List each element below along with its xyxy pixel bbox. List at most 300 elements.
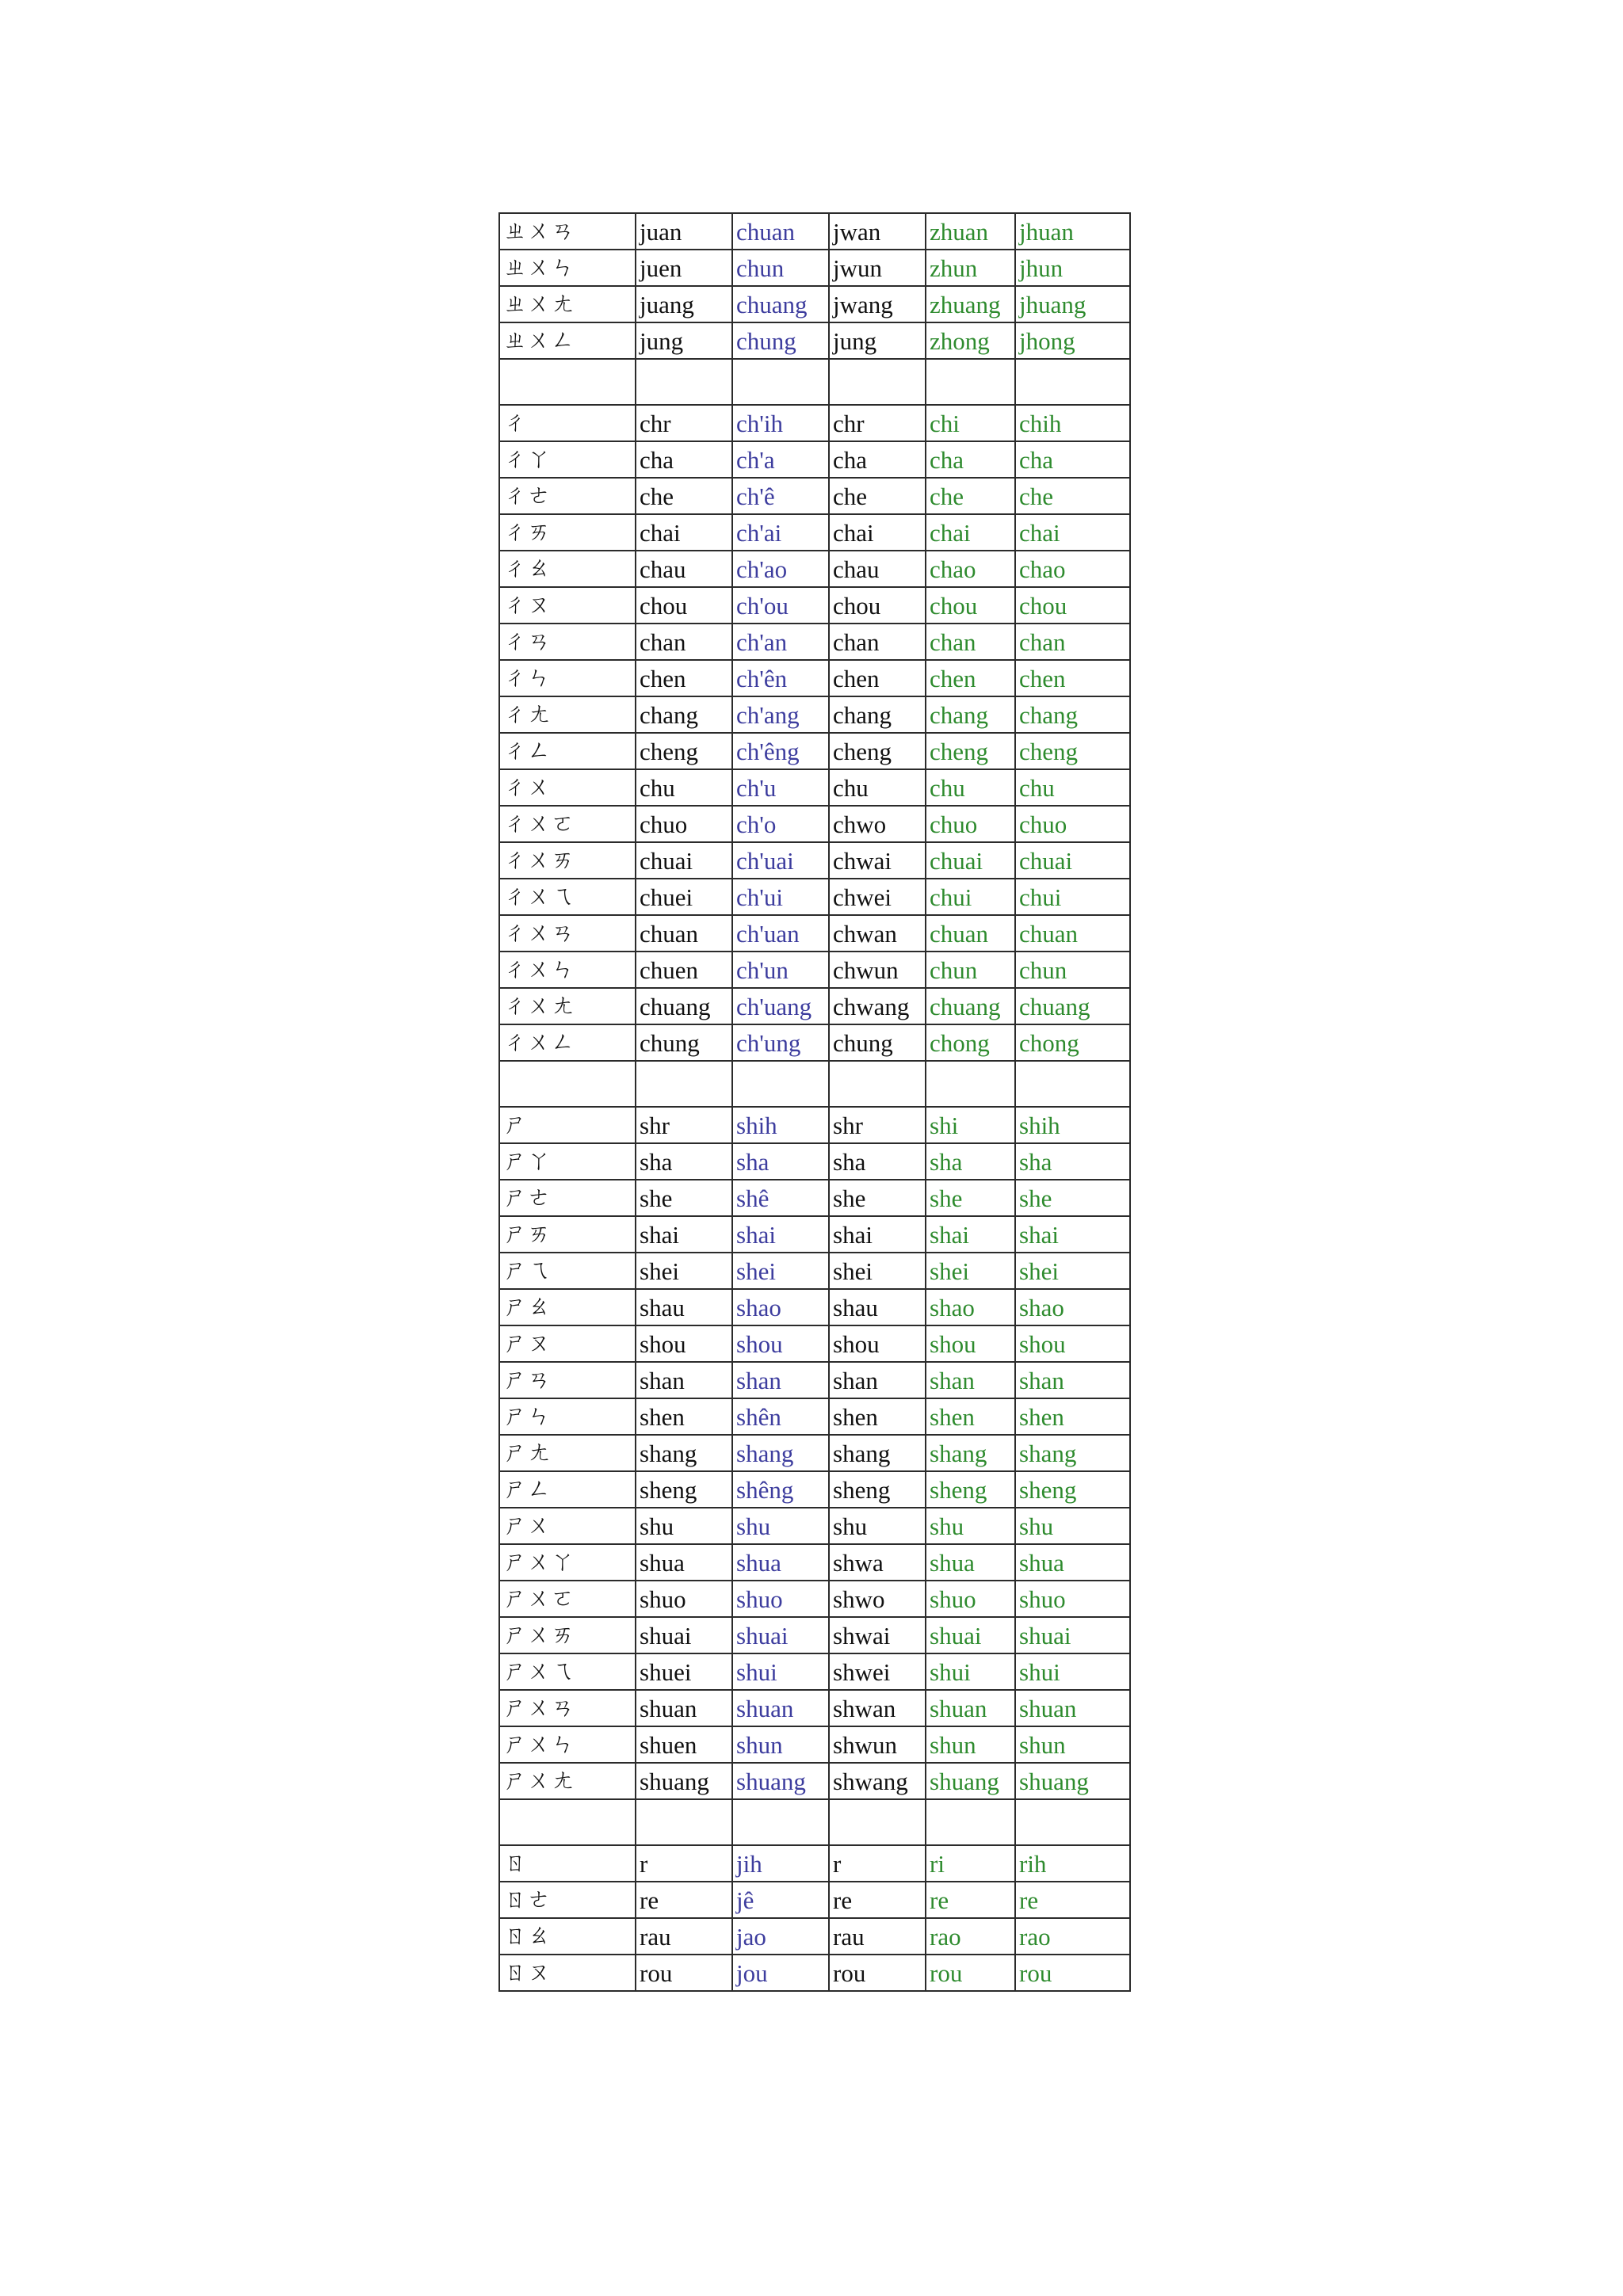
wade-giles-cell: shun	[732, 1726, 829, 1763]
tongyong-cell: shan	[1015, 1362, 1130, 1398]
pinyin-cell: re	[926, 1882, 1015, 1918]
empty-cell	[636, 1061, 732, 1107]
romanization-table	[498, 212, 1131, 1992]
romanization-cell: shr	[636, 1107, 732, 1143]
tongyong-cell: chu	[1015, 769, 1130, 806]
table-row	[499, 915, 1130, 952]
tongyong-cell: chuan	[1015, 915, 1130, 952]
pinyin-cell: she	[926, 1180, 1015, 1216]
pinyin-cell: zhuan	[926, 213, 1015, 250]
table-row	[499, 988, 1130, 1024]
tongyong-cell: chang	[1015, 696, 1130, 733]
romanization-cell: shwei	[829, 1653, 926, 1690]
bopomofo-cell: ㄕㄨㄢ	[499, 1690, 636, 1726]
table-row	[499, 1845, 1130, 1882]
tongyong-cell: shuo	[1015, 1581, 1130, 1617]
empty-cell	[1015, 359, 1130, 405]
romanization-cell: shan	[636, 1362, 732, 1398]
tongyong-cell: che	[1015, 478, 1130, 514]
table-row	[499, 1398, 1130, 1435]
empty-cell	[732, 1061, 829, 1107]
pinyin-cell: shao	[926, 1289, 1015, 1325]
table-row	[499, 1544, 1130, 1581]
empty-cell	[636, 359, 732, 405]
wade-giles-cell: ch'êng	[732, 733, 829, 769]
table-row	[499, 1253, 1130, 1289]
tongyong-cell: chui	[1015, 879, 1130, 915]
romanization-cell: chang	[636, 696, 732, 733]
romanization-cell: shou	[636, 1325, 732, 1362]
empty-cell	[829, 359, 926, 405]
romanization-cell: juen	[636, 250, 732, 286]
wade-giles-cell: shua	[732, 1544, 829, 1581]
romanization-cell: sheng	[829, 1471, 926, 1508]
romanization-cell: shua	[636, 1544, 732, 1581]
empty-cell	[829, 1799, 926, 1845]
table-row	[499, 879, 1130, 915]
tongyong-cell: shih	[1015, 1107, 1130, 1143]
romanization-cell: chwo	[829, 806, 926, 842]
table-row	[499, 551, 1130, 587]
tongyong-cell: rao	[1015, 1918, 1130, 1955]
bopomofo-cell: ㄔㄨㄟ	[499, 879, 636, 915]
romanization-cell: rau	[636, 1918, 732, 1955]
romanization-cell: shuen	[636, 1726, 732, 1763]
pinyin-cell: chi	[926, 405, 1015, 441]
table-row	[499, 1216, 1130, 1253]
bopomofo-cell: ㄔㄨㄥ	[499, 1024, 636, 1061]
wade-giles-cell: shuang	[732, 1763, 829, 1799]
wade-giles-cell: ch'uang	[732, 988, 829, 1024]
romanization-cell: shei	[829, 1253, 926, 1289]
tongyong-cell: shua	[1015, 1544, 1130, 1581]
tongyong-cell: jhong	[1015, 322, 1130, 359]
tongyong-cell: rih	[1015, 1845, 1130, 1882]
table-row	[499, 1726, 1130, 1763]
tongyong-cell: chih	[1015, 405, 1130, 441]
bopomofo-cell: ㄕㄨ	[499, 1508, 636, 1544]
bopomofo-cell: ㄕㄨㄚ	[499, 1544, 636, 1581]
pinyin-cell: chuan	[926, 915, 1015, 952]
pinyin-cell: chao	[926, 551, 1015, 587]
tongyong-cell: chao	[1015, 551, 1130, 587]
table-row	[499, 696, 1130, 733]
romanization-cell: shuang	[636, 1763, 732, 1799]
pinyin-cell: ri	[926, 1845, 1015, 1882]
bopomofo-cell: ㄔㄠ	[499, 551, 636, 587]
pinyin-cell: chu	[926, 769, 1015, 806]
bopomofo-cell: ㄕㄨㄤ	[499, 1763, 636, 1799]
table-row	[499, 1617, 1130, 1653]
romanization-cell: chai	[829, 514, 926, 551]
wade-giles-cell: ch'ao	[732, 551, 829, 587]
romanization-cell: chwun	[829, 952, 926, 988]
table-row	[499, 1107, 1130, 1143]
empty-cell	[1015, 1061, 1130, 1107]
pinyin-cell: chuo	[926, 806, 1015, 842]
romanization-cell: chai	[636, 514, 732, 551]
tongyong-cell: chuai	[1015, 842, 1130, 879]
bopomofo-cell: ㄕㄨㄣ	[499, 1726, 636, 1763]
romanization-cell: shuei	[636, 1653, 732, 1690]
pinyin-cell: rou	[926, 1955, 1015, 1991]
romanization-cell: chwan	[829, 915, 926, 952]
romanization-cell: shuan	[636, 1690, 732, 1726]
empty-cell	[926, 1061, 1015, 1107]
table-row	[499, 1882, 1130, 1918]
romanization-cell: chuen	[636, 952, 732, 988]
romanization-cell: shuo	[636, 1581, 732, 1617]
table-row	[499, 250, 1130, 286]
romanization-cell: sheng	[636, 1471, 732, 1508]
pinyin-cell: chen	[926, 660, 1015, 696]
pinyin-cell: cha	[926, 441, 1015, 478]
romanization-cell: jwang	[829, 286, 926, 322]
table-row	[499, 514, 1130, 551]
romanization-cell: che	[829, 478, 926, 514]
table-row	[499, 733, 1130, 769]
romanization-cell: cha	[829, 441, 926, 478]
pinyin-cell: chong	[926, 1024, 1015, 1061]
bopomofo-cell: ㄔㄨㄤ	[499, 988, 636, 1024]
romanization-cell: she	[829, 1180, 926, 1216]
romanization-cell: sha	[829, 1143, 926, 1180]
romanization-cell: shei	[636, 1253, 732, 1289]
tongyong-cell: chan	[1015, 624, 1130, 660]
romanization-cell: chuang	[636, 988, 732, 1024]
wade-giles-cell: shih	[732, 1107, 829, 1143]
romanization-cell: chuan	[636, 915, 732, 952]
wade-giles-cell: shu	[732, 1508, 829, 1544]
bopomofo-cell: ㄕㄣ	[499, 1398, 636, 1435]
table-row	[499, 1581, 1130, 1617]
pinyin-cell: shai	[926, 1216, 1015, 1253]
table-row	[499, 1763, 1130, 1799]
table-row	[499, 1508, 1130, 1544]
bopomofo-cell: ㄓㄨㄣ	[499, 250, 636, 286]
tongyong-cell: shun	[1015, 1726, 1130, 1763]
romanization-cell: chan	[636, 624, 732, 660]
table-row	[499, 624, 1130, 660]
tongyong-cell: cha	[1015, 441, 1130, 478]
empty-cell	[499, 359, 636, 405]
bopomofo-cell: ㄕㄨㄛ	[499, 1581, 636, 1617]
bopomofo-cell: ㄓㄨㄥ	[499, 322, 636, 359]
pinyin-cell: chan	[926, 624, 1015, 660]
wade-giles-cell: ch'ou	[732, 587, 829, 624]
tongyong-cell: shu	[1015, 1508, 1130, 1544]
wade-giles-cell: ch'ung	[732, 1024, 829, 1061]
tongyong-cell: shuan	[1015, 1690, 1130, 1726]
table-body	[499, 213, 1130, 1991]
table-row	[499, 1955, 1130, 1991]
bopomofo-cell: ㄕㄤ	[499, 1435, 636, 1471]
table-row	[499, 1653, 1130, 1690]
empty-cell	[499, 1799, 636, 1845]
bopomofo-cell: ㄔㄡ	[499, 587, 636, 624]
bopomofo-cell: ㄖ	[499, 1845, 636, 1882]
tongyong-cell: shou	[1015, 1325, 1130, 1362]
table-row	[499, 478, 1130, 514]
tongyong-cell: shei	[1015, 1253, 1130, 1289]
tongyong-cell: jhuan	[1015, 213, 1130, 250]
pinyin-cell: shan	[926, 1362, 1015, 1398]
wade-giles-cell: shêng	[732, 1471, 829, 1508]
table-row	[499, 1471, 1130, 1508]
romanization-cell: shau	[829, 1289, 926, 1325]
bopomofo-cell: ㄔㄢ	[499, 624, 636, 660]
bopomofo-cell: ㄔㄚ	[499, 441, 636, 478]
wade-giles-cell: shan	[732, 1362, 829, 1398]
table-row	[499, 1362, 1130, 1398]
empty-cell	[926, 359, 1015, 405]
wade-giles-cell: jao	[732, 1918, 829, 1955]
bopomofo-cell: ㄔㄜ	[499, 478, 636, 514]
romanization-cell: shan	[829, 1362, 926, 1398]
romanization-cell: sha	[636, 1143, 732, 1180]
romanization-cell: chung	[636, 1024, 732, 1061]
table-row	[499, 286, 1130, 322]
romanization-cell: shou	[829, 1325, 926, 1362]
romanization-cell: chuei	[636, 879, 732, 915]
romanization-cell: shen	[636, 1398, 732, 1435]
tongyong-cell: sha	[1015, 1143, 1130, 1180]
tongyong-cell: re	[1015, 1882, 1130, 1918]
romanization-cell: shang	[829, 1435, 926, 1471]
table-row	[499, 1325, 1130, 1362]
wade-giles-cell: shuo	[732, 1581, 829, 1617]
wade-giles-cell: ch'an	[732, 624, 829, 660]
tongyong-cell: shuai	[1015, 1617, 1130, 1653]
tongyong-cell: chen	[1015, 660, 1130, 696]
romanization-cell: rau	[829, 1918, 926, 1955]
bopomofo-cell: ㄕㄟ	[499, 1253, 636, 1289]
wade-giles-cell: shang	[732, 1435, 829, 1471]
wade-giles-cell: shei	[732, 1253, 829, 1289]
romanization-cell: chou	[829, 587, 926, 624]
bopomofo-cell: ㄕㄠ	[499, 1289, 636, 1325]
bopomofo-cell: ㄔㄨㄞ	[499, 842, 636, 879]
table-row	[499, 769, 1130, 806]
wade-giles-cell: ch'ai	[732, 514, 829, 551]
romanization-cell: juan	[636, 213, 732, 250]
bopomofo-cell: ㄖㄜ	[499, 1882, 636, 1918]
romanization-cell: shau	[636, 1289, 732, 1325]
romanization-cell: shai	[636, 1216, 732, 1253]
wade-giles-cell: shai	[732, 1216, 829, 1253]
pinyin-cell: shi	[926, 1107, 1015, 1143]
table-row	[499, 842, 1130, 879]
table-row	[499, 952, 1130, 988]
pinyin-cell: chai	[926, 514, 1015, 551]
tongyong-cell: rou	[1015, 1955, 1130, 1991]
bopomofo-cell: ㄔㄨㄛ	[499, 806, 636, 842]
wade-giles-cell: chuan	[732, 213, 829, 250]
pinyin-cell: chuang	[926, 988, 1015, 1024]
romanization-cell: cha	[636, 441, 732, 478]
wade-giles-cell: chuang	[732, 286, 829, 322]
bopomofo-cell: ㄕㄨㄟ	[499, 1653, 636, 1690]
table-row	[499, 1435, 1130, 1471]
romanization-cell: chen	[829, 660, 926, 696]
romanization-cell: shwo	[829, 1581, 926, 1617]
wade-giles-cell: shuan	[732, 1690, 829, 1726]
wade-giles-cell: ch'a	[732, 441, 829, 478]
romanization-cell: shai	[829, 1216, 926, 1253]
pinyin-cell: cheng	[926, 733, 1015, 769]
bopomofo-cell: ㄔㄞ	[499, 514, 636, 551]
pinyin-cell: che	[926, 478, 1015, 514]
tongyong-cell: jhuang	[1015, 286, 1130, 322]
pinyin-cell: shuo	[926, 1581, 1015, 1617]
romanization-cell: chau	[636, 551, 732, 587]
tongyong-cell: jhun	[1015, 250, 1130, 286]
wade-giles-cell: sha	[732, 1143, 829, 1180]
table-row	[499, 1143, 1130, 1180]
romanization-cell: shwai	[829, 1617, 926, 1653]
romanization-cell: shang	[636, 1435, 732, 1471]
romanization-cell: chu	[829, 769, 926, 806]
pinyin-cell: shu	[926, 1508, 1015, 1544]
pinyin-cell: shun	[926, 1726, 1015, 1763]
wade-giles-cell: shui	[732, 1653, 829, 1690]
bopomofo-cell: ㄕㄢ	[499, 1362, 636, 1398]
wade-giles-cell: ch'ên	[732, 660, 829, 696]
pinyin-cell: shuai	[926, 1617, 1015, 1653]
wade-giles-cell: chun	[732, 250, 829, 286]
wade-giles-cell: shên	[732, 1398, 829, 1435]
romanization-cell: che	[636, 478, 732, 514]
romanization-cell: jwun	[829, 250, 926, 286]
bopomofo-cell: ㄔㄤ	[499, 696, 636, 733]
wade-giles-cell: shao	[732, 1289, 829, 1325]
table-row	[499, 806, 1130, 842]
wade-giles-cell: ch'uai	[732, 842, 829, 879]
romanization-cell: chuo	[636, 806, 732, 842]
pinyin-cell: chang	[926, 696, 1015, 733]
romanization-cell: jwan	[829, 213, 926, 250]
wade-giles-cell: ch'ê	[732, 478, 829, 514]
pinyin-cell: shei	[926, 1253, 1015, 1289]
bopomofo-cell: ㄔㄣ	[499, 660, 636, 696]
romanization-cell: juang	[636, 286, 732, 322]
romanization-cell: shen	[829, 1398, 926, 1435]
romanization-cell: shwan	[829, 1690, 926, 1726]
bopomofo-cell: ㄔㄥ	[499, 733, 636, 769]
tongyong-cell: chuang	[1015, 988, 1130, 1024]
romanization-cell: shwun	[829, 1726, 926, 1763]
romanization-cell: chen	[636, 660, 732, 696]
bopomofo-cell: ㄕㄞ	[499, 1216, 636, 1253]
wade-giles-cell: ch'ih	[732, 405, 829, 441]
romanization-cell: chuai	[636, 842, 732, 879]
tongyong-cell: chuo	[1015, 806, 1130, 842]
pinyin-cell: shuan	[926, 1690, 1015, 1726]
wade-giles-cell: shou	[732, 1325, 829, 1362]
pinyin-cell: shou	[926, 1325, 1015, 1362]
pinyin-cell: shen	[926, 1398, 1015, 1435]
wade-giles-cell: shê	[732, 1180, 829, 1216]
wade-giles-cell: ch'o	[732, 806, 829, 842]
table-row	[499, 1289, 1130, 1325]
tongyong-cell: cheng	[1015, 733, 1130, 769]
empty-cell	[926, 1799, 1015, 1845]
romanization-cell: chwei	[829, 879, 926, 915]
table-row	[499, 213, 1130, 250]
table-row	[499, 1690, 1130, 1726]
pinyin-cell: shuang	[926, 1763, 1015, 1799]
tongyong-cell: chou	[1015, 587, 1130, 624]
romanization-cell: shuai	[636, 1617, 732, 1653]
bopomofo-cell: ㄔㄨㄢ	[499, 915, 636, 952]
pinyin-cell: sheng	[926, 1471, 1015, 1508]
wade-giles-cell: jou	[732, 1955, 829, 1991]
romanization-cell: chr	[829, 405, 926, 441]
bopomofo-cell: ㄓㄨㄢ	[499, 213, 636, 250]
tongyong-cell: sheng	[1015, 1471, 1130, 1508]
empty-cell	[732, 359, 829, 405]
table-row	[499, 322, 1130, 359]
romanization-cell: she	[636, 1180, 732, 1216]
bopomofo-cell: ㄕㄚ	[499, 1143, 636, 1180]
table-row	[499, 587, 1130, 624]
tongyong-cell: chong	[1015, 1024, 1130, 1061]
pinyin-cell: rao	[926, 1918, 1015, 1955]
wade-giles-cell: ch'uan	[732, 915, 829, 952]
romanization-cell: cheng	[636, 733, 732, 769]
pinyin-cell: zhun	[926, 250, 1015, 286]
empty-cell	[829, 1061, 926, 1107]
romanization-cell: shu	[829, 1508, 926, 1544]
romanization-cell: chwang	[829, 988, 926, 1024]
table-row	[499, 1024, 1130, 1061]
wade-giles-cell: ch'ui	[732, 879, 829, 915]
pinyin-cell: chun	[926, 952, 1015, 988]
bopomofo-cell: ㄕ	[499, 1107, 636, 1143]
pinyin-cell: shui	[926, 1653, 1015, 1690]
table-row	[499, 660, 1130, 696]
romanization-cell: chung	[829, 1024, 926, 1061]
tongyong-cell: shang	[1015, 1435, 1130, 1471]
wade-giles-cell: shuai	[732, 1617, 829, 1653]
tongyong-cell: shuang	[1015, 1763, 1130, 1799]
romanization-cell: rou	[636, 1955, 732, 1991]
romanization-cell: shu	[636, 1508, 732, 1544]
romanization-cell: shr	[829, 1107, 926, 1143]
pinyin-cell: chui	[926, 879, 1015, 915]
tongyong-cell: shao	[1015, 1289, 1130, 1325]
empty-cell	[732, 1799, 829, 1845]
romanization-cell: rou	[829, 1955, 926, 1991]
tongyong-cell: shai	[1015, 1216, 1130, 1253]
romanization-cell: re	[829, 1882, 926, 1918]
romanization-cell: cheng	[829, 733, 926, 769]
separator-row	[499, 1799, 1130, 1845]
empty-cell	[499, 1061, 636, 1107]
bopomofo-cell: ㄔㄨㄣ	[499, 952, 636, 988]
tongyong-cell: shen	[1015, 1398, 1130, 1435]
tongyong-cell: shui	[1015, 1653, 1130, 1690]
bopomofo-cell: ㄓㄨㄤ	[499, 286, 636, 322]
table-row	[499, 441, 1130, 478]
romanization-cell: shwa	[829, 1544, 926, 1581]
pinyin-cell: chuai	[926, 842, 1015, 879]
pinyin-cell: zhong	[926, 322, 1015, 359]
bopomofo-cell: ㄕㄡ	[499, 1325, 636, 1362]
pinyin-cell: shang	[926, 1435, 1015, 1471]
table-row	[499, 405, 1130, 441]
pinyin-cell: sha	[926, 1143, 1015, 1180]
